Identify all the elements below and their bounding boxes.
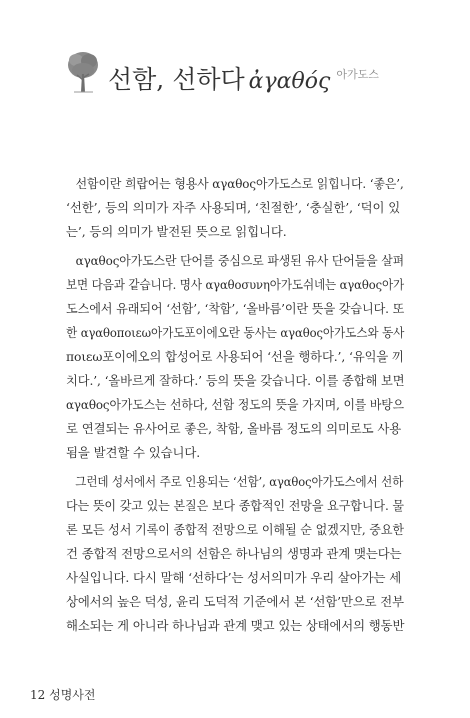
page-number: 12 [30, 688, 46, 702]
text-line: 해소되는 게 아니라 하나님과 관계 맺고 있는 상태에서의 행동반 [66, 618, 405, 633]
text-line: 건 종합적 전망으로서의 선함은 하나님의 생명과 관계 맺는다는 [66, 546, 402, 561]
text-line: 치다.’, ‘올바르게 잘하다.’ 등의 뜻을 갖습니다. 이를 종합해 보면 [66, 373, 405, 388]
text-line: 상에서의 높은 덕성, 윤리 도덕적 기준에서 본 ‘선함’만으로 전부 [66, 594, 404, 609]
text-line: 그런데 성서에서 주로 인용되는 ‘선함’, αγαθος아가도스에서 선하 [75, 474, 404, 489]
text-line: ‘선한’, 등의 의미가 자주 사용되며, ‘친절한’, ‘충실한’, ‘덕이 있 [66, 200, 401, 215]
text-line: 사실입니다. 다시 말해 ‘선하다’는 성서의미가 우리 살아가는 세 [66, 570, 402, 585]
paragraph [66, 249, 404, 465]
text-line: 한 αγαθοποιεω아가도포이에오란 동사는 αγαθος아가도스와 동사 [66, 325, 405, 340]
text-line: 됨을 발견할 수 있습니다. [66, 445, 201, 460]
title-korean: 선함, 선하다 [108, 65, 245, 94]
paragraph [66, 470, 404, 638]
tree-icon [66, 50, 100, 96]
text-line: αγαθος아가도스는 선하다, 선함 정도의 뜻을 가지며, 이를 바탕으 [66, 397, 404, 412]
text-line: ποιεω포이에오의 합성어로 사용되어 ‘선을 행하다.’, ‘유익을 끼 [66, 349, 404, 364]
text-line: 다는 뜻이 갖고 있는 본질은 보다 종합적인 전망을 요구합니다. 물 [66, 498, 404, 513]
text-line: 보면 다음과 같습니다. 명사 αγαθοσυνη아가도쉬네는 αγαθος아가 [66, 277, 405, 292]
text-line: 론 모든 성서 기록이 종합적 전망으로 이해될 순 없겠지만, 중요한 [66, 522, 404, 537]
text-line: 는’, 등의 의미가 발전된 뜻으로 읽힙니다. [66, 224, 287, 239]
text-line: αγαθος아가도스란 단어를 중심으로 파생된 유사 단어들을 살펴 [75, 253, 405, 268]
title-greek: ἀγαθός [248, 69, 331, 94]
chapter-title [108, 60, 379, 96]
text-line: 도스에서 유래되어 ‘선함’, ‘착함’, ‘올바름’이란 뜻을 갖습니다. 또 [66, 301, 405, 316]
page-footer [30, 686, 95, 703]
text-line: 로 연결되는 유사어로 좋은, 착함, 올바름 정도의 의미로도 사용 [66, 421, 402, 436]
text-line: 선함이란 희랍어는 형용사 αγαθος아가도스로 읽힙니다. ‘좋은’, [75, 176, 404, 191]
paragraph [66, 172, 404, 244]
body-text [66, 172, 404, 643]
chapter-header [66, 50, 406, 98]
title-reading: 아가도스 [336, 68, 379, 81]
book-title: 성명사전 [49, 688, 96, 702]
